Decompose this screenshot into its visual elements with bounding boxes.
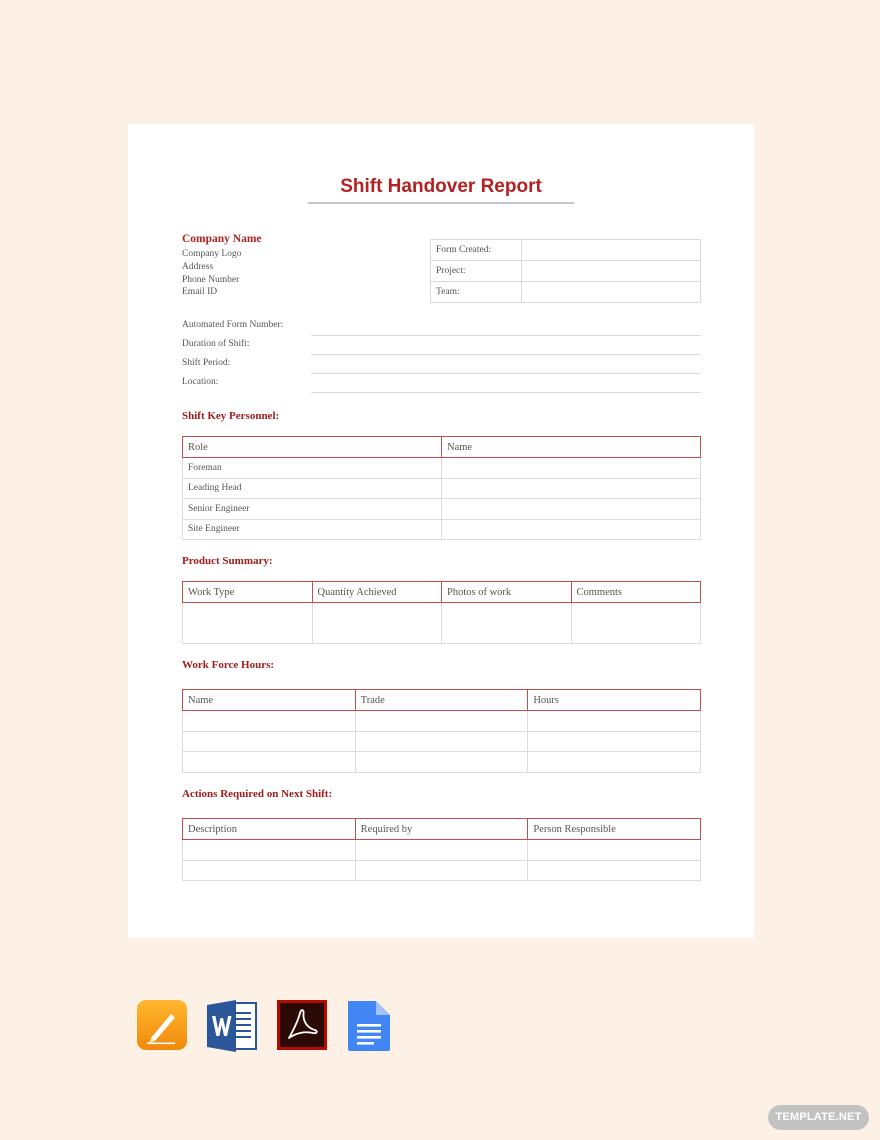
column-header: Person Responsible: [528, 819, 701, 840]
field-automated-form-number: [182, 317, 701, 336]
table-cell: Senior Engineer: [183, 499, 442, 520]
template-net-watermark: TEMPLATE.NET: [768, 1105, 869, 1130]
column-header: Hours: [528, 690, 701, 711]
table-header-row: [183, 582, 701, 603]
table-cell[interactable]: [355, 711, 528, 732]
company-info: [182, 232, 262, 299]
table-row: [183, 603, 701, 644]
table-header-row: [183, 690, 701, 711]
section-heading-personnel: Shift Key Personnel:: [182, 410, 280, 422]
work-force-table: [182, 689, 701, 773]
table-cell[interactable]: [442, 603, 572, 644]
table-header-row: [183, 819, 701, 840]
table-row: [183, 860, 701, 881]
document-title: Shift Handover Report: [340, 176, 542, 197]
field-location: [182, 374, 701, 393]
word-icon[interactable]: [206, 999, 258, 1058]
column-header: Role: [183, 437, 442, 458]
table-cell[interactable]: [528, 840, 701, 861]
table-cell[interactable]: [528, 711, 701, 732]
table-cell: Foreman: [183, 458, 442, 479]
field-input-line[interactable]: [311, 392, 701, 393]
table-cell[interactable]: [528, 752, 701, 773]
section-heading-work-force: Work Force Hours:: [182, 659, 275, 671]
table-cell[interactable]: [355, 840, 528, 861]
table-cell[interactable]: [442, 499, 701, 520]
table-row: [183, 478, 701, 499]
table-row: [183, 499, 701, 520]
personnel-table: [182, 436, 701, 540]
table-row: [183, 840, 701, 861]
company-email-line: Email ID: [182, 287, 218, 298]
company-logo-line: Company Logo: [182, 249, 242, 259]
table-cell[interactable]: [183, 711, 356, 732]
meta-row: [431, 261, 701, 282]
table-cell[interactable]: [442, 519, 701, 540]
table-cell[interactable]: [571, 603, 701, 644]
field-shift-period: [182, 355, 701, 374]
company-phone-line: Phone Number: [182, 274, 240, 285]
pages-icon[interactable]: [136, 999, 188, 1056]
column-header: Required by: [355, 819, 528, 840]
field-label: Automated Form Number:: [182, 320, 284, 330]
actions-table: [182, 818, 701, 881]
table-cell[interactable]: [183, 731, 356, 752]
company-name: Company Name: [182, 233, 262, 245]
table-row: [183, 711, 701, 732]
column-header: Work Type: [183, 582, 313, 603]
column-header: Trade: [355, 690, 528, 711]
column-header: Comments: [571, 582, 701, 603]
document-page: [128, 124, 754, 938]
column-header: Description: [183, 819, 356, 840]
field-label: Duration of Shift:: [182, 339, 250, 349]
table-cell: Site Engineer: [183, 519, 442, 540]
field-duration-of-shift: [182, 336, 701, 355]
table-cell[interactable]: [442, 458, 701, 479]
table-row: [183, 752, 701, 773]
section-heading-product-summary: Product Summary:: [182, 555, 273, 567]
table-cell: Leading Head: [183, 478, 442, 499]
google-docs-icon[interactable]: [346, 999, 392, 1058]
meta-label: Team:: [431, 282, 522, 303]
meta-value-form-created[interactable]: [522, 240, 701, 261]
table-cell[interactable]: [183, 752, 356, 773]
column-header: Name: [442, 437, 701, 458]
pdf-icon[interactable]: [276, 999, 328, 1056]
field-label: Shift Period:: [182, 358, 231, 368]
table-row: [183, 519, 701, 540]
company-address-line: Address: [182, 261, 214, 272]
table-header-row: [183, 437, 701, 458]
table-cell[interactable]: [312, 603, 442, 644]
meta-label: Project:: [431, 261, 522, 282]
table-cell[interactable]: [355, 860, 528, 881]
meta-row: [431, 240, 701, 261]
column-header: Quantity Achieved: [312, 582, 442, 603]
table-cell[interactable]: [355, 752, 528, 773]
meta-value-team[interactable]: [522, 282, 701, 303]
table-row: [183, 458, 701, 479]
table-cell[interactable]: [528, 731, 701, 752]
column-header: Name: [183, 690, 356, 711]
table-cell[interactable]: [183, 603, 313, 644]
table-cell[interactable]: [183, 860, 356, 881]
section-heading-actions: Actions Required on Next Shift:: [182, 788, 333, 800]
table-row: [183, 731, 701, 752]
meta-row: [431, 282, 701, 303]
meta-value-project[interactable]: [522, 261, 701, 282]
table-cell[interactable]: [528, 860, 701, 881]
table-cell[interactable]: [183, 840, 356, 861]
form-meta-table: [430, 239, 701, 303]
table-cell[interactable]: [442, 478, 701, 499]
title-underline: [308, 202, 574, 204]
column-header: Photos of work: [442, 582, 572, 603]
product-summary-table: [182, 581, 701, 644]
table-cell[interactable]: [355, 731, 528, 752]
meta-label: Form Created:: [431, 240, 522, 261]
field-label: Location:: [182, 377, 219, 387]
